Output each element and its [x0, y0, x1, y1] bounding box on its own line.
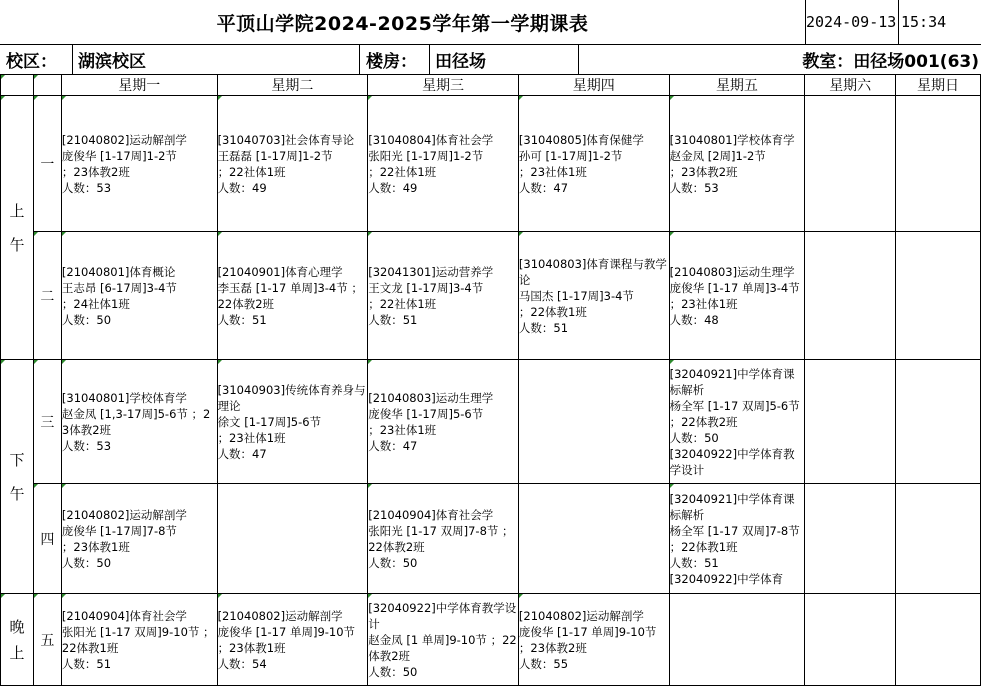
- building-value: 田径场: [435, 51, 486, 72]
- segment-label: 晚 上: [9, 617, 25, 662]
- course-cell: [518, 232, 669, 360]
- course-cell: [61, 360, 217, 484]
- period-label: 三: [33, 360, 61, 484]
- timetable: [0, 74, 981, 686]
- corner-period: [33, 75, 61, 96]
- campus-label: 校区：: [6, 51, 57, 72]
- course-cell: [669, 360, 805, 484]
- course-cell: [61, 232, 217, 360]
- course-cell: [217, 232, 368, 360]
- course-cell: [669, 96, 805, 232]
- corner-segment: [1, 75, 34, 96]
- page-title: 平顶山学院2024-2025学年第一学期课表: [216, 12, 589, 35]
- course-cell: [896, 232, 981, 360]
- course-cell: [518, 360, 669, 484]
- course-cell: [368, 360, 519, 484]
- course-cell: [896, 96, 981, 232]
- campus-value: 湖滨校区: [78, 51, 146, 72]
- course-cell: [805, 232, 896, 360]
- period-row: [1, 594, 981, 686]
- course-cell: [518, 484, 669, 594]
- course-text: [32041301]运动营养学 王文龙 [1-17周]3-4节 ；22社体1班 人数：51: [368, 264, 494, 327]
- course-text: [21040904]体育社会学 张阳光 [1-17 双周]7-8节 ；22体教2班 人数：50: [368, 507, 514, 570]
- divider: [72, 45, 73, 74]
- divider: [578, 45, 579, 74]
- course-cell: [896, 360, 981, 484]
- course-text: [21040802]运动解剖学 庞俊华 [1-17周]1-2节 ；23体教2班 人数：53: [61, 132, 187, 195]
- segment-afternoon: [1, 360, 34, 594]
- segment-label: 上 午: [9, 201, 25, 254]
- course-text: [31040805]体育保健学 孙可 [1-17周]1-2节 ；23社体1班 人数：47: [518, 132, 644, 195]
- day-header: 星期二: [217, 75, 368, 96]
- divider: [359, 45, 360, 74]
- course-cell: [368, 484, 519, 594]
- building-label: 楼房：: [366, 51, 417, 72]
- day-header: 星期三: [368, 75, 519, 96]
- course-cell: [61, 96, 217, 232]
- segment-evening: [1, 594, 34, 686]
- course-cell: [805, 594, 896, 686]
- course-cell: [669, 232, 805, 360]
- course-text: [31040801]学校体育学 赵金凤 [2周]1-2节 ；23体教2班 人数：53: [669, 132, 795, 195]
- course-text: [32040922]中学体育教学设计 赵金凤 [1 单周]9-10节 ；22体教2班 人数：50: [368, 600, 517, 679]
- course-cell: [61, 594, 217, 686]
- period-row: [1, 484, 981, 594]
- day-header: 星期日: [896, 75, 981, 96]
- course-cell: [805, 360, 896, 484]
- room-text: 教室：田径场001(63): [802, 51, 979, 72]
- course-cell: [669, 484, 805, 594]
- course-cell: [518, 594, 669, 686]
- course-text: [21040803]运动生理学 庞俊华 [1-17 单周]3-4节 ；23社体1班 人数：48: [669, 264, 800, 327]
- period-label: 一: [33, 96, 61, 232]
- course-text: [21040901]体育心理学 李玉磊 [1-17 单周]3-4节 ；22体教2班 人数：51: [217, 264, 363, 327]
- print-date: 2024-09-13: [806, 13, 897, 31]
- course-text: [21040904]体育社会学 张阳光 [1-17 双周]9-10节 ；22体教1班 人数：51: [61, 608, 215, 671]
- segment-label: 下 午: [9, 450, 25, 503]
- course-cell: [805, 484, 896, 594]
- period-row: [1, 96, 981, 232]
- period-row: [1, 232, 981, 360]
- course-cell: [217, 96, 368, 232]
- course-text: [21040801]体育概论 王志昂 [6-17周]3-4节 ；24社体1班 人数：50: [61, 264, 177, 327]
- course-cell: [896, 594, 981, 686]
- course-cell: [217, 594, 368, 686]
- course-text: [31040803]体育课程与教学论 马国杰 [1-17周]3-4节 ；22体教1班 人数：51: [518, 256, 667, 335]
- course-cell: [669, 594, 805, 686]
- course-text: [31040804]体育社会学 张阳光 [1-17周]1-2节 ；22社体1班 人数：49: [368, 132, 494, 195]
- course-cell: [368, 594, 519, 686]
- course-text: [32040921]中学体育课标解析 杨全军 [1-17 双周]7-8节 ；22体教1班 人数：51 [32040922]中学体育: [669, 491, 800, 586]
- course-text: [31040703]社会体育导论 王磊磊 [1-17周]1-2节 ；22社体1班 人数：49: [217, 132, 355, 195]
- course-cell: [368, 232, 519, 360]
- divider: [898, 0, 899, 44]
- day-header: 星期一: [61, 75, 217, 96]
- print-time: 15:34: [901, 13, 947, 31]
- day-header: 星期五: [669, 75, 805, 96]
- day-header: 星期四: [518, 75, 669, 96]
- day-header: 星期六: [805, 75, 896, 96]
- course-cell: [217, 360, 368, 484]
- period-label: 四: [33, 484, 61, 594]
- period-label: 五: [33, 594, 61, 686]
- course-text: [31040903]传统体育养身与理论 徐文 [1-17周]5-6节 ；23社体1班 人数：47: [217, 382, 366, 461]
- course-text: [32040921]中学体育课标解析 杨全军 [1-17 双周]5-6节 ；22体教2班 人数：50 [32040922]中学体育教学设计: [669, 366, 800, 477]
- course-cell: [805, 96, 896, 232]
- period-row: [1, 360, 981, 484]
- course-cell: [518, 96, 669, 232]
- course-cell: [368, 96, 519, 232]
- course-cell: [61, 484, 217, 594]
- course-text: [21040803]运动生理学 庞俊华 [1-17周]5-6节 ；23社体1班 人数：47: [368, 390, 494, 453]
- course-text: [21040802]运动解剖学 庞俊华 [1-17 单周]9-10节 ；23体教2班 人数：55: [518, 608, 657, 671]
- course-cell: [217, 484, 368, 594]
- day-header-row: [1, 75, 981, 96]
- course-text: [21040802]运动解剖学 庞俊华 [1-17周]7-8节 ；23体教1班 人数：50: [61, 507, 187, 570]
- course-cell: [896, 484, 981, 594]
- course-text: [21040802]运动解剖学 庞俊华 [1-17 单周]9-10节 ；23体教1班 人数：54: [217, 608, 356, 671]
- divider: [429, 45, 430, 74]
- course-text: [31040801]学校体育学 赵金凤 [1,3-17周]5-6节 ；23体教2班 人数：53: [61, 390, 211, 453]
- segment-morning: [1, 96, 34, 360]
- period-label: 二: [33, 232, 61, 360]
